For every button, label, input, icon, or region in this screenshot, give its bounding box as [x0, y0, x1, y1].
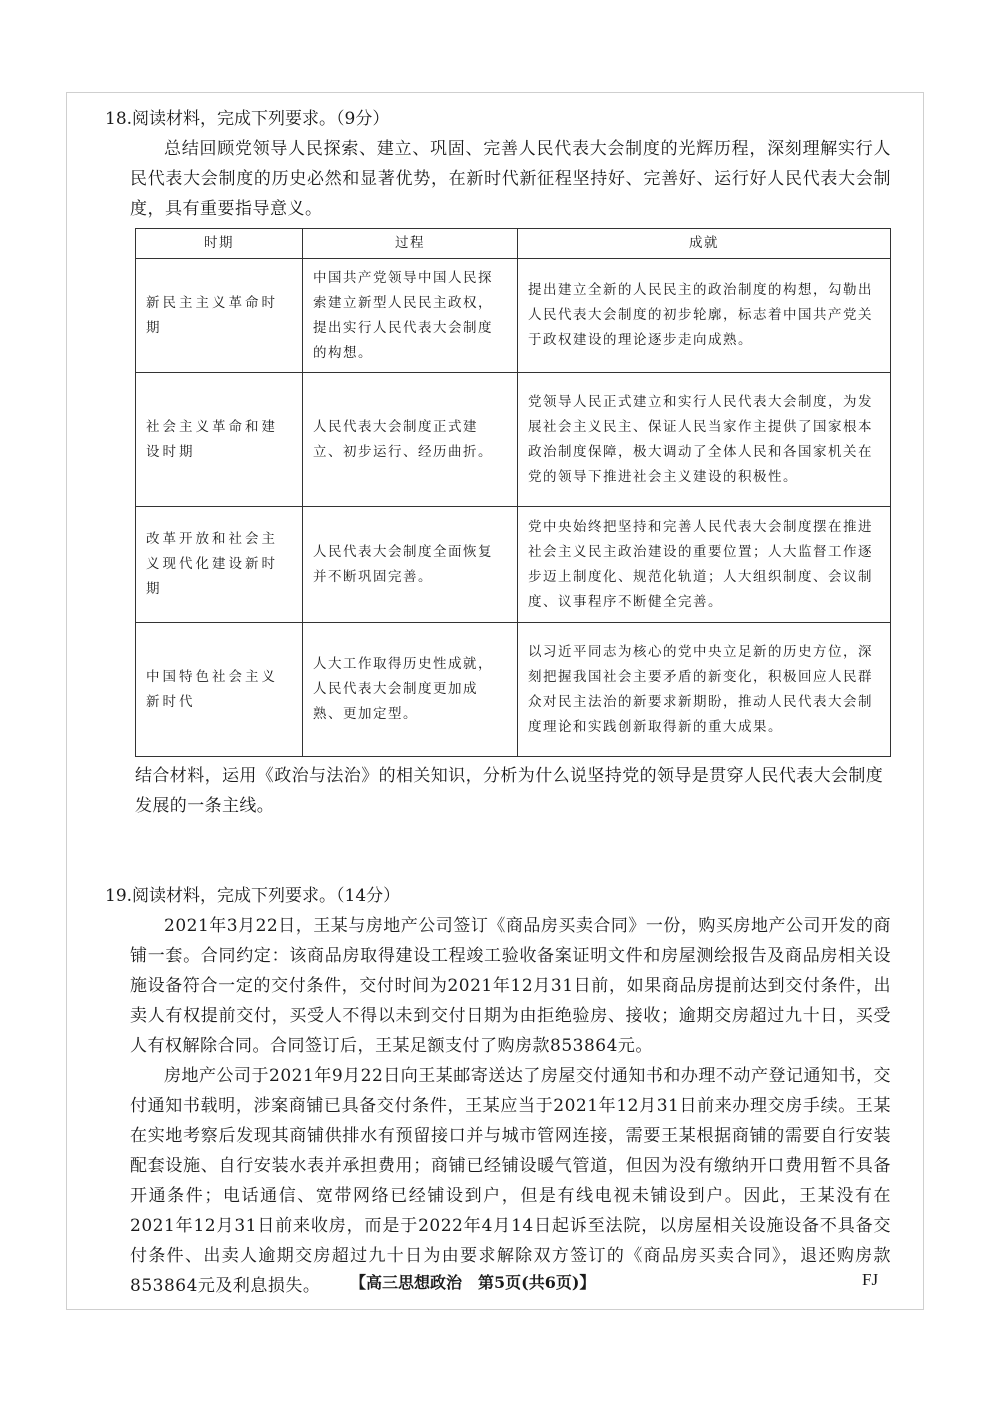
period-cell: 中国特色社会主义新时代: [136, 623, 303, 757]
achievement-cell: 党领导人民正式建立和实行人民代表大会制度，为发展社会主义民主、保证人民当家作主提供了国家根本政治制度保障，极大调动了全体人民和各国家机关在党的领导下推进社会主义建设的积极性。: [518, 373, 891, 507]
table-header-row: [136, 229, 891, 259]
process-cell: 人民代表大会制度正式建立、初步运行、经历曲折。: [303, 373, 518, 507]
period-cell: 社会主义革命和建设时期: [136, 373, 303, 507]
header-process: 过程: [303, 229, 518, 259]
footer-page-info: 【高三思想政治 第5页(共6页)】: [350, 1273, 596, 1292]
process-cell: 中国共产党领导中国人民探索建立新型人民民主政权，提出实行人民代表大会制度的构想。: [303, 259, 518, 373]
page-content: [105, 104, 891, 1301]
question-18-task: 结合材料，运用《政治与法治》的相关知识，分析为什么说坚持党的领导是贯穿人民代表大会制度发展的一条主线。: [135, 766, 884, 816]
achievement-cell: 以习近平同志为核心的党中央立足新的历史方位，深刻把握我国社会主要矛盾的新变化，积极回应人民群众对民主法治的新要求新期盼，推动人民代表大会制度理论和实践创新取得新的重大成果。: [518, 623, 891, 757]
process-cell: 人大工作取得历史性成就，人民代表大会制度更加成熟、更加定型。: [303, 623, 518, 757]
table-row: [136, 507, 891, 623]
question-19-para-1: 2021年3月22日，王某与房地产公司签订《商品房买卖合同》一份，购买房地产公司开发的商铺一套。合同约定：该商品房取得建设工程竣工验收备案证明文件和房屋测绘报告及商品房相关设施设备符合一定的交付条件，交付时间为2021年12月31日前，如果商品房提前达到交付条件，出卖人有权提前交付，买受人不得以未到交付日期为由拒绝验房、接收；逾期交房超过九十日，买受人有权解除合同。合同签订后，王某足额支付了购房款853864元。: [130, 916, 891, 1056]
material-table: [135, 228, 891, 757]
period-cell: 改革开放和社会主义现代化建设新时期: [136, 507, 303, 623]
spacer: [105, 821, 891, 881]
header-achievement: 成就: [518, 229, 891, 259]
table-row: [136, 623, 891, 757]
question-18-title: 18.阅读材料，完成下列要求。（9分）: [105, 109, 390, 129]
header-period: 时期: [136, 229, 303, 259]
footer-code: FJ: [862, 1270, 879, 1289]
period-cell: 新民主主义革命时期: [136, 259, 303, 373]
table-row: [136, 373, 891, 507]
table-row: [136, 259, 891, 373]
question-18-intro: 总结回顾党领导人民探索、建立、巩固、完善人民代表大会制度的光辉历程，深刻理解实行人民代表大会制度的历史必然和显著优势，在新时代新征程坚持好、完善好、运行好人民代表大会制度，具有重要指导意义。: [130, 139, 891, 219]
process-cell: 人民代表大会制度全面恢复并不断巩固完善。: [303, 507, 518, 623]
question-19-para-2: 房地产公司于2021年9月22日向王某邮寄送达了房屋交付通知书和办理不动产登记通知书，交付通知书载明，涉案商铺已具备交付条件，王某应当于2021年12月31日前来办理交房手续。王某在实地考察后发现其商铺供排水有预留接口并与城市管网连接，需要王某根据商铺的需要自行安装配套设施、自行安装水表并承担费用；商铺已经铺设暖气管道，但因为没有缴纳开口费用暂不具备开通条件；电话通信、宽带网络已经铺设到户，但是有线电视未铺设到户。因此，王某没有在2021年12月31日前来收房，而是于2022年4月14日起诉至法院，以房屋相关设施设备不具备交付条件、出卖人逾期交房超过九十日为由要求解除双方签订的《商品房买卖合同》，退还购房款853864元及利息损失。: [130, 1066, 891, 1296]
achievement-cell: 提出建立全新的人民民主的政治制度的构想，勾勒出人民代表大会制度的初步轮廓，标志着中国共产党关于政权建设的理论逐步走向成熟。: [518, 259, 891, 373]
question-19-title: 19.阅读材料，完成下列要求。（14分）: [105, 886, 401, 906]
achievement-cell: 党中央始终把坚持和完善人民代表大会制度摆在推进社会主义民主政治建设的重要位置；人大监督工作逐步迈上制度化、规范化轨道；人大组织制度、会议制度、议事程序不断健全完善。: [518, 507, 891, 623]
